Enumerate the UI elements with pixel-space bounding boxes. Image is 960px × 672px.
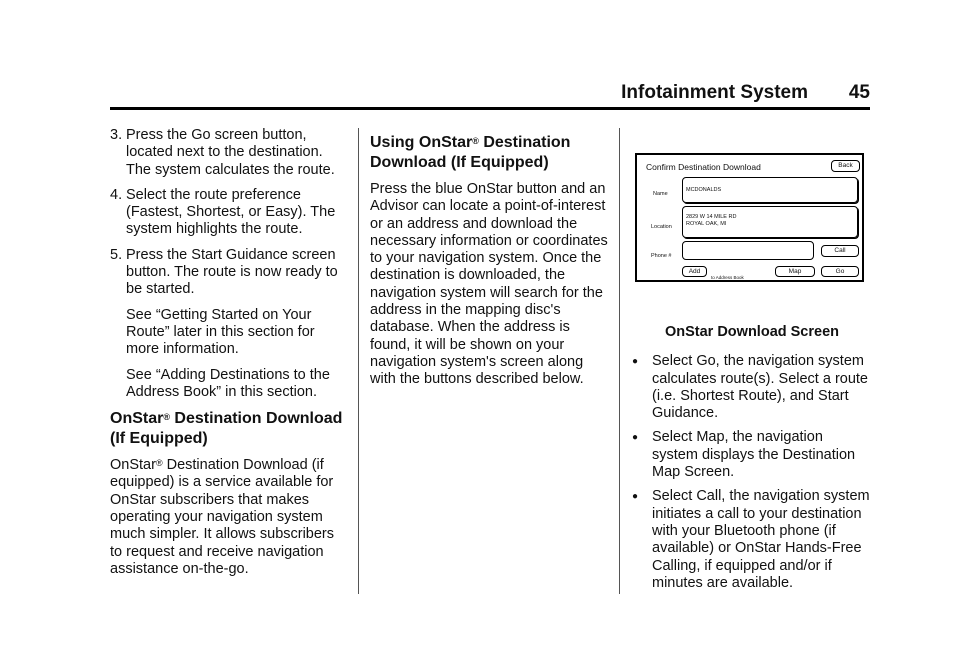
header-rule (110, 107, 870, 110)
to-address-book-label: to Address Book (711, 275, 744, 280)
bullet-icon: ● (632, 432, 639, 444)
step-number: 3. (110, 127, 123, 143)
column-1 (110, 127, 350, 586)
step-text: Press the Go screen button, located next to the destination. The system calculates the route. (126, 127, 335, 178)
section-title: Infotainment System (621, 82, 808, 103)
name-field (682, 177, 858, 203)
bullet-icon: ● (632, 356, 639, 368)
step-item (110, 187, 350, 239)
bullet-item (632, 488, 872, 592)
step-number: 5. (110, 246, 123, 263)
body-paragraph: Press the blue OnStar button and an Advisor can locate a point-of-interest or an address and download the necessary information or coordinates to your navigation system. Once the destination is downloaded, the navigation system will search for the address in the mapping disc's database. When the address is found, it will be shown on your navigation system's screen along with the buttons described below. (370, 181, 608, 388)
column-3 (632, 127, 872, 599)
step-text: Select the route preference (Fastest, Shortest, or Easy). The system highlights the route. (126, 186, 336, 238)
back-button: Back (831, 160, 860, 172)
figure-caption: OnStar Download Screen (664, 324, 840, 340)
onstar-download-screen-illustration (635, 153, 864, 282)
step-item (110, 247, 350, 299)
bullet-icon: ● (632, 491, 639, 503)
location-line-1: 2829 W 14 MILE RD (686, 214, 737, 220)
page-number: 45 (848, 82, 870, 103)
location-line-2: ROYAL OAK, MI (686, 221, 727, 227)
column-2 (370, 127, 610, 397)
section-heading: OnStar® Destination Download (If Equipped) (110, 410, 343, 448)
map-button: Map (775, 266, 815, 277)
step-text: Press the Start Guidance screen button. The route is now ready to be started. (126, 246, 338, 298)
bullet-text: Select Go, the navigation system calculates route(s). Select a route (i.e. Shortest Route), and Start Guidance. (652, 353, 868, 422)
cross-reference: See “Adding Destinations to the Address Book” in this section. (126, 366, 330, 400)
name-label: Name (653, 191, 668, 197)
bullet-item (632, 429, 872, 481)
call-button: Call (821, 245, 859, 257)
column-divider (358, 128, 359, 594)
body-paragraph: OnStar® Destination Download (if equipped) is a service available for OnStar subscribers that makes operating your navigation system much simpler. It allows subscribers to request and receive navigation assistance on-the-go. (110, 457, 335, 577)
column-divider (619, 128, 620, 594)
location-field (682, 206, 858, 238)
page-header (110, 82, 870, 106)
bullet-item (632, 353, 872, 422)
cross-reference: See “Getting Started on Your Route” later in this section for more information. (126, 306, 315, 358)
add-button: Add (682, 266, 707, 277)
bullet-text: Select Map, the navigation system displays the Destination Map Screen. (652, 429, 856, 481)
step-number: 4. (110, 186, 123, 203)
screen-title: Confirm Destination Download (646, 162, 761, 172)
section-heading: Using OnStar® Destination Download (If Equipped) (370, 134, 571, 171)
name-value: MCDONALDS (686, 187, 722, 193)
step-item (110, 127, 350, 179)
go-button: Go (821, 266, 859, 277)
bullet-text: Select Call, the navigation system initiates a call to your destination with your Bluetooth phone (if available) or OnStar Hands-Free Calling, if equipped and/or if minutes are available. (652, 488, 870, 591)
location-label: Location (651, 224, 672, 230)
phone-field (682, 241, 814, 260)
phone-label: Phone # (651, 253, 672, 259)
